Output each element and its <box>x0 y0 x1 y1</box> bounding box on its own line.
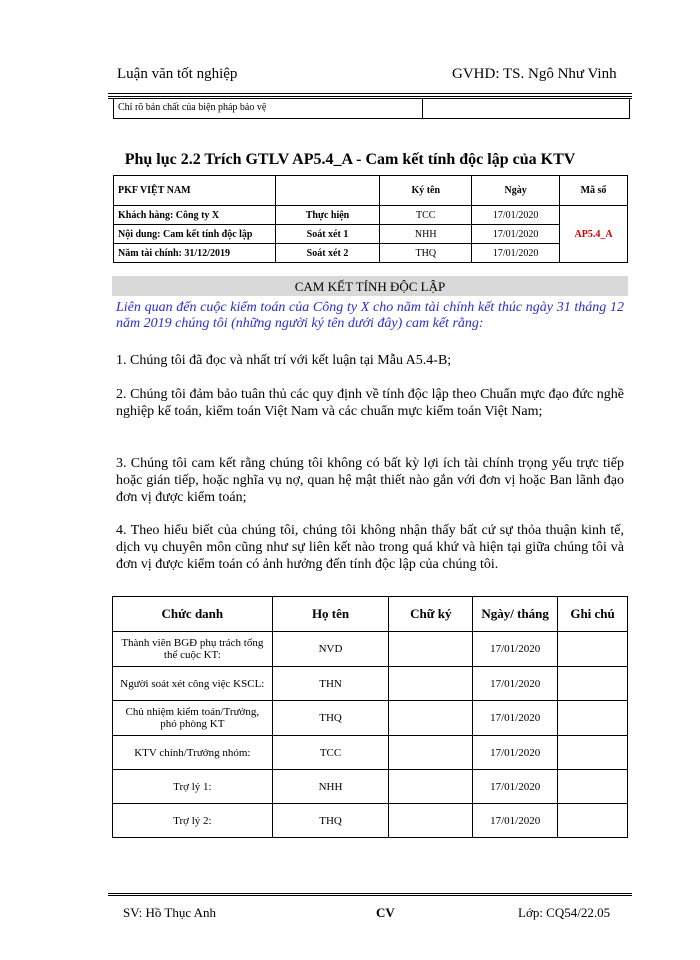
sig-name-cell: TCC <box>272 736 389 770</box>
role-cell: Soát xét 1 <box>275 225 380 244</box>
col-date-header: Ngày <box>472 176 560 206</box>
sig-name-cell: THN <box>272 667 389 701</box>
footer-page-mark: CV <box>376 905 395 920</box>
commitment-paragraph-2: 2. Chúng tôi đảm bảo tuân thủ các quy định về tính độc lập theo Chuẩn mực đạo đức nghề nghiệp kế toán, kiểm toán Việt Nam và các chuẩn mực kiểm toán Việt Nam; <box>116 387 624 419</box>
sig-date-cell: 17/01/2020 <box>473 667 558 701</box>
table-row <box>113 736 628 770</box>
table-row <box>113 701 628 736</box>
sig-sign-cell <box>389 667 473 701</box>
sig-title-cell: KTV chính/Trưởng nhóm: <box>113 736 273 770</box>
sig-note-cell <box>558 701 628 736</box>
previous-table-divider <box>422 98 423 118</box>
table-row <box>113 770 628 804</box>
col-signer-header: Ký tên <box>380 176 472 206</box>
working-paper-info-table <box>113 175 628 263</box>
role-cell: Soát xét 2 <box>275 244 380 263</box>
sig-title-cell: Trợ lý 1: <box>113 770 273 804</box>
role-cell: Thực hiện <box>275 206 380 225</box>
sig-sign-cell <box>389 736 473 770</box>
client-text: Khách hàng: Công ty X <box>118 209 220 221</box>
header-advisor: GVHD: TS. Ngô Như Vinh <box>452 66 617 82</box>
sig-date-cell: 17/01/2020 <box>473 701 558 736</box>
sig-title-cell: Người soát xét công việc KSCL: <box>113 667 273 701</box>
reference-code: AP5.4_A <box>560 206 628 263</box>
sig-date-cell: 17/01/2020 <box>473 736 558 770</box>
fiscal-label <box>114 244 276 263</box>
sig-name-cell: THQ <box>272 804 389 838</box>
sig-title-cell: Trợ lý 2: <box>113 804 273 838</box>
signer-cell: NHH <box>380 225 472 244</box>
sig-sign-cell <box>389 770 473 804</box>
date-cell: 17/01/2020 <box>472 206 560 225</box>
sig-sign-cell <box>389 804 473 838</box>
table-row <box>113 632 628 667</box>
sig-name-cell: THQ <box>272 701 389 736</box>
sig-title-cell: Chủ nhiệm kiểm toán/Trưởng, phó phòng KT <box>113 701 273 736</box>
sig-date-cell: 17/01/2020 <box>473 632 558 667</box>
company-name: PKF VIỆT NAM <box>114 176 276 206</box>
date-cell: 17/01/2020 <box>472 225 560 244</box>
appendix-title: Phụ lục 2.2 Trích GTLV AP5.4_A - Cam kết tính độc lập của KTV <box>124 151 576 168</box>
sig-date-cell: 17/01/2020 <box>473 770 558 804</box>
sig-note-cell <box>558 770 628 804</box>
sig-sign-cell <box>389 701 473 736</box>
previous-table-fragment <box>113 98 630 119</box>
fiscal-text: Năm tài chính: 31/12/2019 <box>118 247 230 259</box>
signer-cell: THQ <box>380 244 472 263</box>
footer-class: Lớp: CQ54/22.05 <box>518 905 611 920</box>
sig-name-cell: NHH <box>272 770 389 804</box>
commitment-intro: Liên quan đến cuộc kiểm toán của Công ty X cho năm tài chính kết thúc ngày 31 tháng 12 năm 2019 chúng tôi (những người ký tên dưới đây) cam kết rằng: <box>116 300 624 331</box>
commitment-paragraph-4: 4. Theo hiểu biết của chúng tôi, chúng tôi không nhận thấy bất cứ sự thỏa thuận kinh tế, dịch vụ chuyên môn cũng như sự liên kết nào trong quá khứ và hiện tại giữa chúng tôi và đơn vị được kiểm toán có ảnh hưởng đến tính độc lập của chúng tôi. <box>116 523 624 572</box>
signer-cell: TCC <box>380 206 472 225</box>
footer-student: SV: Hồ Thục Anh <box>123 905 217 920</box>
date-cell: 17/01/2020 <box>472 244 560 263</box>
content-label <box>114 225 276 244</box>
sig-sign-cell <box>389 632 473 667</box>
commitment-paragraph-3: 3. Chúng tôi cam kết rằng chúng tôi không có bất kỳ lợi ích tài chính trọng yếu trực tiếp hoặc gián tiếp, hoặc nghĩa vụ nợ, quan hệ mật thiết nào gắn với đơn vị hoặc Ban lãnh đạo đơn vị được kiểm toán; <box>116 456 624 505</box>
sig-note-cell <box>558 667 628 701</box>
signature-table <box>112 596 628 838</box>
sig-note-cell <box>558 736 628 770</box>
sig-header-title: Chức danh <box>113 597 273 632</box>
section-title: CAM KẾT TÍNH ĐỘC LẬP <box>294 279 446 294</box>
content-text: Nội dung: Cam kết tính độc lập <box>118 228 253 240</box>
client-label <box>114 206 276 225</box>
sig-header-sign: Chữ ký <box>389 597 473 632</box>
footer-rule <box>108 893 632 898</box>
col-code-header: Mã số <box>560 176 628 206</box>
header-thesis-label: Luận văn tốt nghiệp <box>117 66 238 82</box>
sig-name-cell: NVD <box>272 632 389 667</box>
sig-note-cell <box>558 804 628 838</box>
sig-header-name: Họ tên <box>272 597 389 632</box>
sig-header-note: Ghi chú <box>558 597 628 632</box>
table-row <box>113 667 628 701</box>
sig-date-cell: 17/01/2020 <box>473 804 558 838</box>
commitment-paragraph-1: 1. Chúng tôi đã đọc và nhất trí với kết luận tại Mẫu A5.4-B; <box>116 353 452 368</box>
sig-title-cell: Thành viên BGĐ phụ trách tổng thể cuộc KT: <box>113 632 273 667</box>
table-row <box>113 804 628 838</box>
info-header-blank <box>275 176 380 206</box>
previous-table-cell-text: Chỉ rõ bản chất của biện pháp bảo vệ <box>118 102 267 113</box>
sig-note-cell <box>558 632 628 667</box>
sig-header-date: Ngày/ tháng <box>473 597 558 632</box>
